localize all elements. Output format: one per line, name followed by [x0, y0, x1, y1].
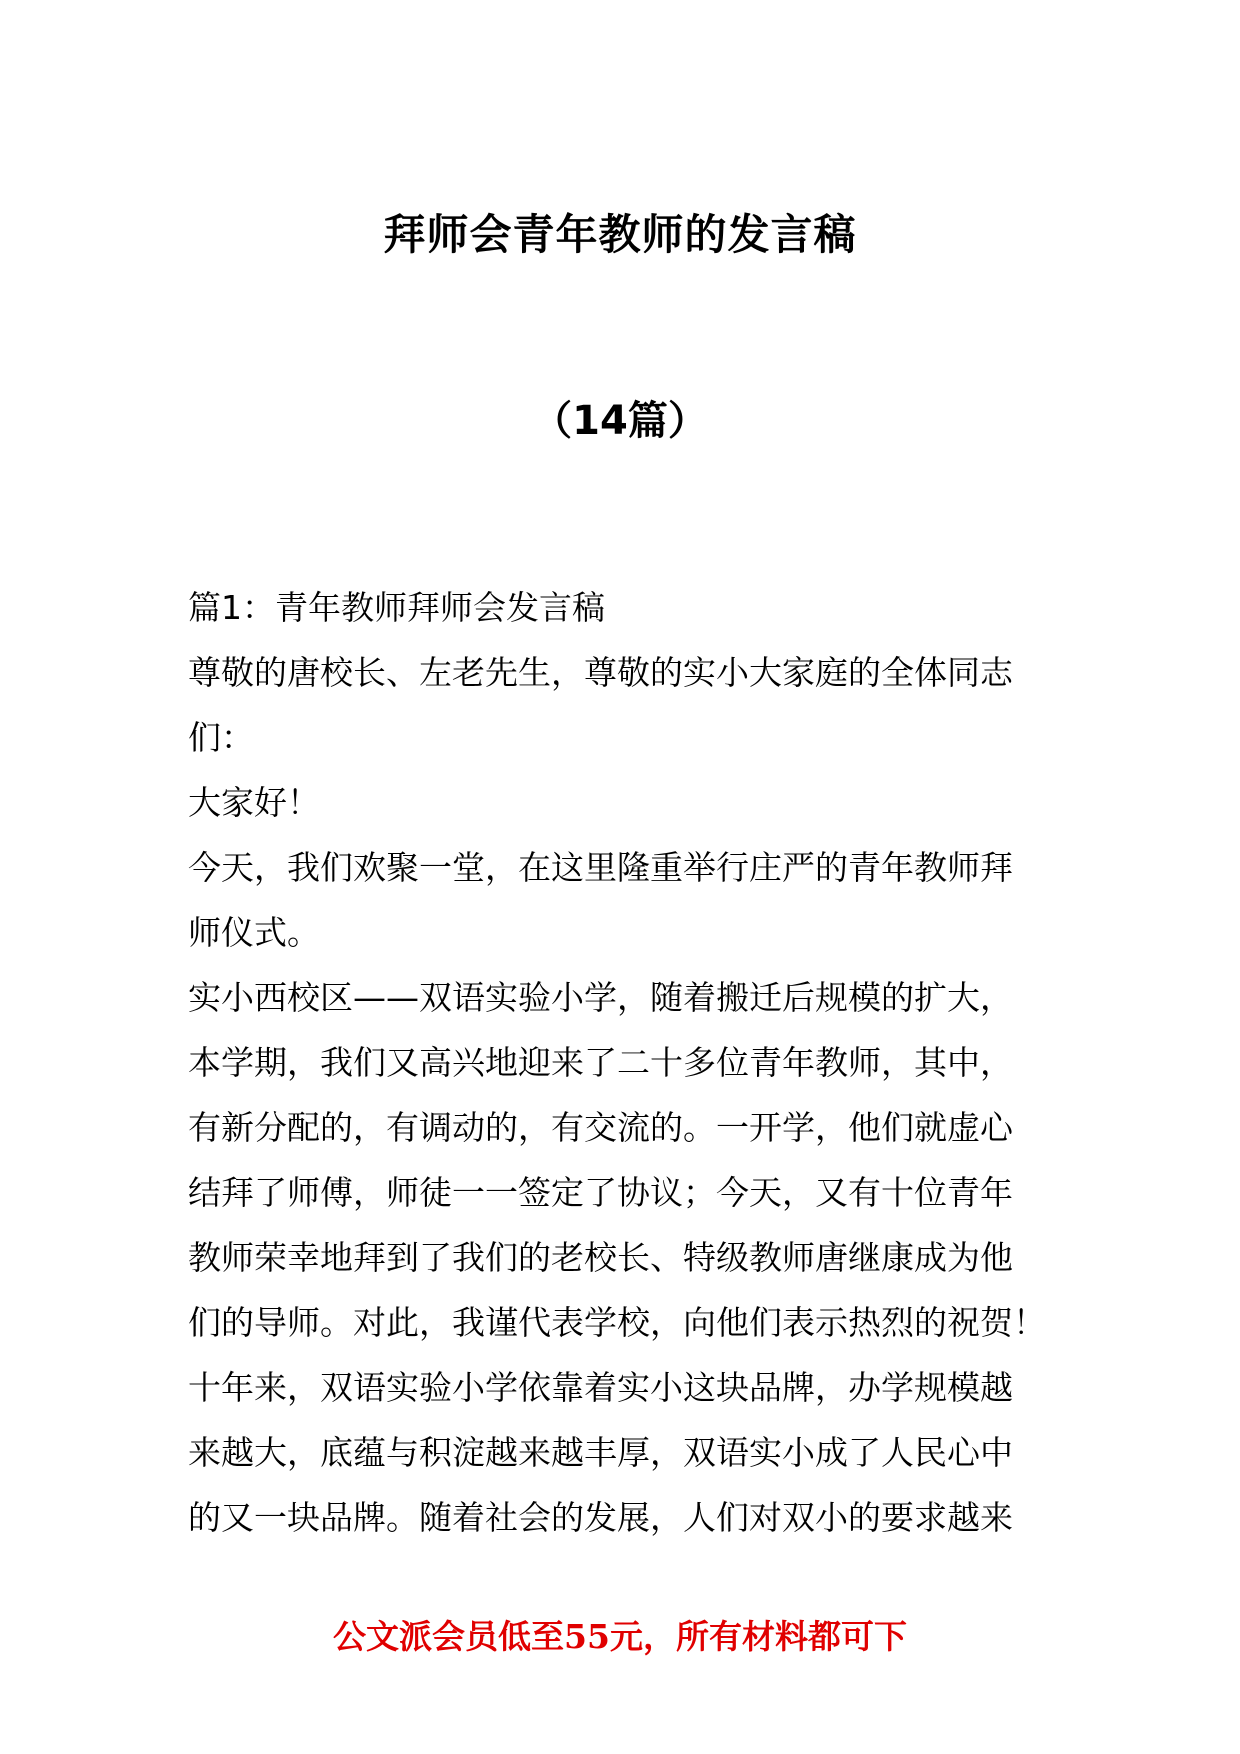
- body-line: 们：: [188, 718, 254, 757]
- body-line: 本学期，我们又高兴地迎来了二十多位青年教师，其中，: [188, 1043, 1013, 1082]
- body-line: 来越大，底蕴与积淀越来越丰厚，双语实小成了人民心中: [188, 1433, 1013, 1472]
- body-line: 结拜了师傅，师徒一一签定了协议；今天，又有十位青年: [188, 1173, 1013, 1212]
- body-line: 尊敬的唐校长、左老先生，尊敬的实小大家庭的全体同志: [188, 653, 1013, 692]
- document-title: 拜师会青年教师的发言稿: [383, 210, 857, 259]
- promo-footer-note: 公文派会员低至55元，所有材料都可下: [333, 1617, 907, 1656]
- body-line: 有新分配的，有调动的，有交流的。一开学，他们就虚心: [188, 1108, 1013, 1147]
- body-line: 教师荣幸地拜到了我们的老校长、特级教师唐继康成为他: [188, 1238, 1013, 1277]
- body-line: 实小西校区——双语实验小学，随着搬迁后规模的扩大，: [188, 978, 1013, 1017]
- body-line: 们的导师。对此，我谨代表学校，向他们表示热烈的祝贺！: [188, 1303, 1046, 1342]
- section-heading: 篇1：青年教师拜师会发言稿: [188, 588, 605, 627]
- document-subtitle: （14篇）: [532, 398, 708, 444]
- body-line: 今天，我们欢聚一堂，在这里隆重举行庄严的青年教师拜: [188, 848, 1013, 887]
- body-line: 师仪式。: [188, 913, 320, 952]
- document-body: [188, 575, 1058, 1550]
- body-line: 大家好！: [188, 783, 320, 822]
- body-line: 十年来，双语实验小学依靠着实小这块品牌，办学规模越: [188, 1368, 1013, 1407]
- body-line: 的又一块品牌。随着社会的发展，人们对双小的要求越来: [188, 1498, 1013, 1537]
